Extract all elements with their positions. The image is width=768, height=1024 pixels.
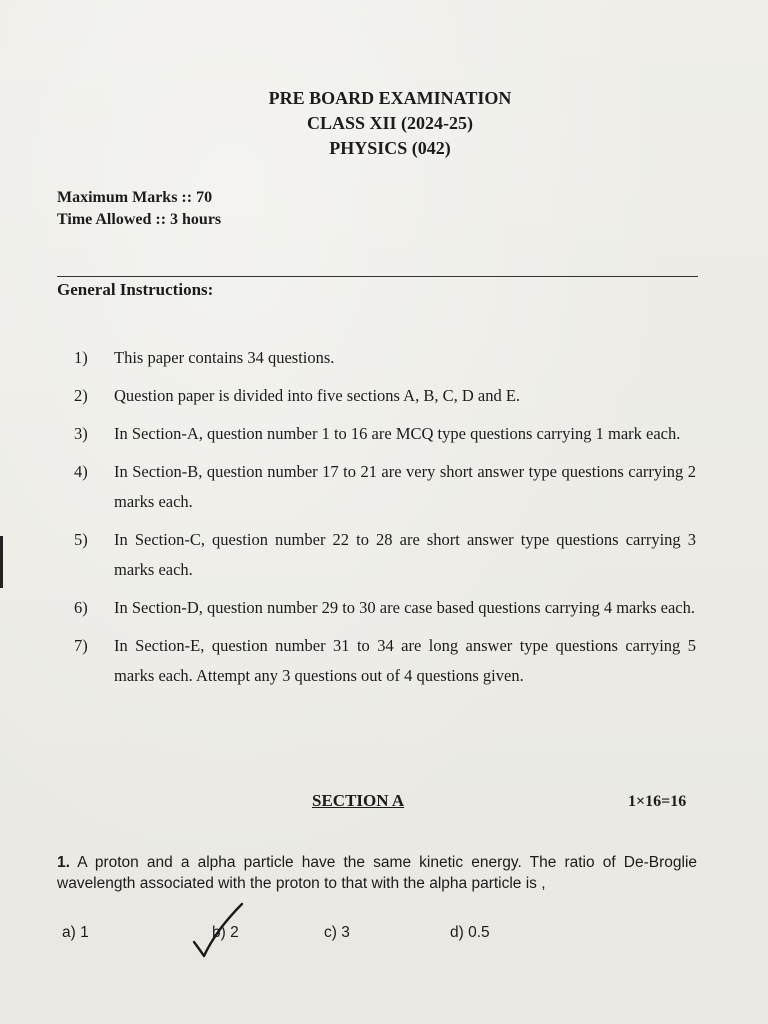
instruction-text: In Section-C, question number 22 to 28 are short answer type questions carrying 3 marks each. [114,530,696,579]
instruction-text: In Section-B, question number 17 to 21 are very short answer type questions carrying 2 marks each. [114,462,696,511]
exam-class: CLASS XII (2024-25) [306,113,474,133]
exam-meta [57,187,221,231]
instruction-number: 7) [74,636,88,655]
instruction-text: Question paper is divided into five sections A, B, C, D and E. [114,386,521,405]
question-1 [57,852,697,894]
exam-header [0,86,768,161]
instruction-number: 5) [74,530,88,549]
exam-title: PRE BOARD EXAMINATION [268,88,512,108]
maximum-marks: Maximum Marks :: 70 [57,189,213,206]
instruction-text: In Section-A, question number 1 to 16 are MCQ type questions carrying 1 mark each. [114,424,681,443]
option-d: d) 0.5 [450,924,490,941]
instruction-item [74,457,696,517]
instruction-text: In Section-D, question number 29 to 30 are case based questions carrying 4 marks each. [114,598,695,617]
question-number: 1. [57,854,70,871]
instruction-item [74,381,696,411]
instruction-text: This paper contains 34 questions. [114,348,335,367]
general-instructions-heading: General Instructions: [57,280,214,299]
option-c: c) 3 [324,924,350,941]
section-a-marks: 1×16=16 [628,793,687,810]
time-allowed: Time Allowed :: 3 hours [57,211,222,228]
section-a-title: SECTION A [312,791,405,810]
handwritten-tick-icon [190,900,250,960]
header-divider [57,276,698,277]
page-edge-mark [0,536,3,588]
question-text: A proton and a alpha particle have the same kinetic energy. The ratio of De-Broglie wavelength associated with the proton to that with the alpha particle is , [57,854,698,892]
instruction-number: 1) [74,348,88,367]
instruction-item [74,631,696,691]
instruction-number: 4) [74,462,88,481]
instruction-number: 3) [74,424,88,443]
instruction-number: 2) [74,386,88,405]
instruction-item [74,525,696,585]
instruction-item [74,593,696,623]
option-a: a) 1 [62,924,89,941]
instruction-item [74,343,696,373]
exam-subject: PHYSICS (042) [329,138,451,158]
option-b: b) 2 [212,924,239,941]
instruction-item [74,419,696,449]
instructions-list [74,343,696,699]
instruction-text: In Section-E, question number 31 to 34 are long answer type questions carrying 5 marks each. Attempt any 3 questions out of 4 questions given. [114,636,696,685]
instruction-number: 6) [74,598,88,617]
